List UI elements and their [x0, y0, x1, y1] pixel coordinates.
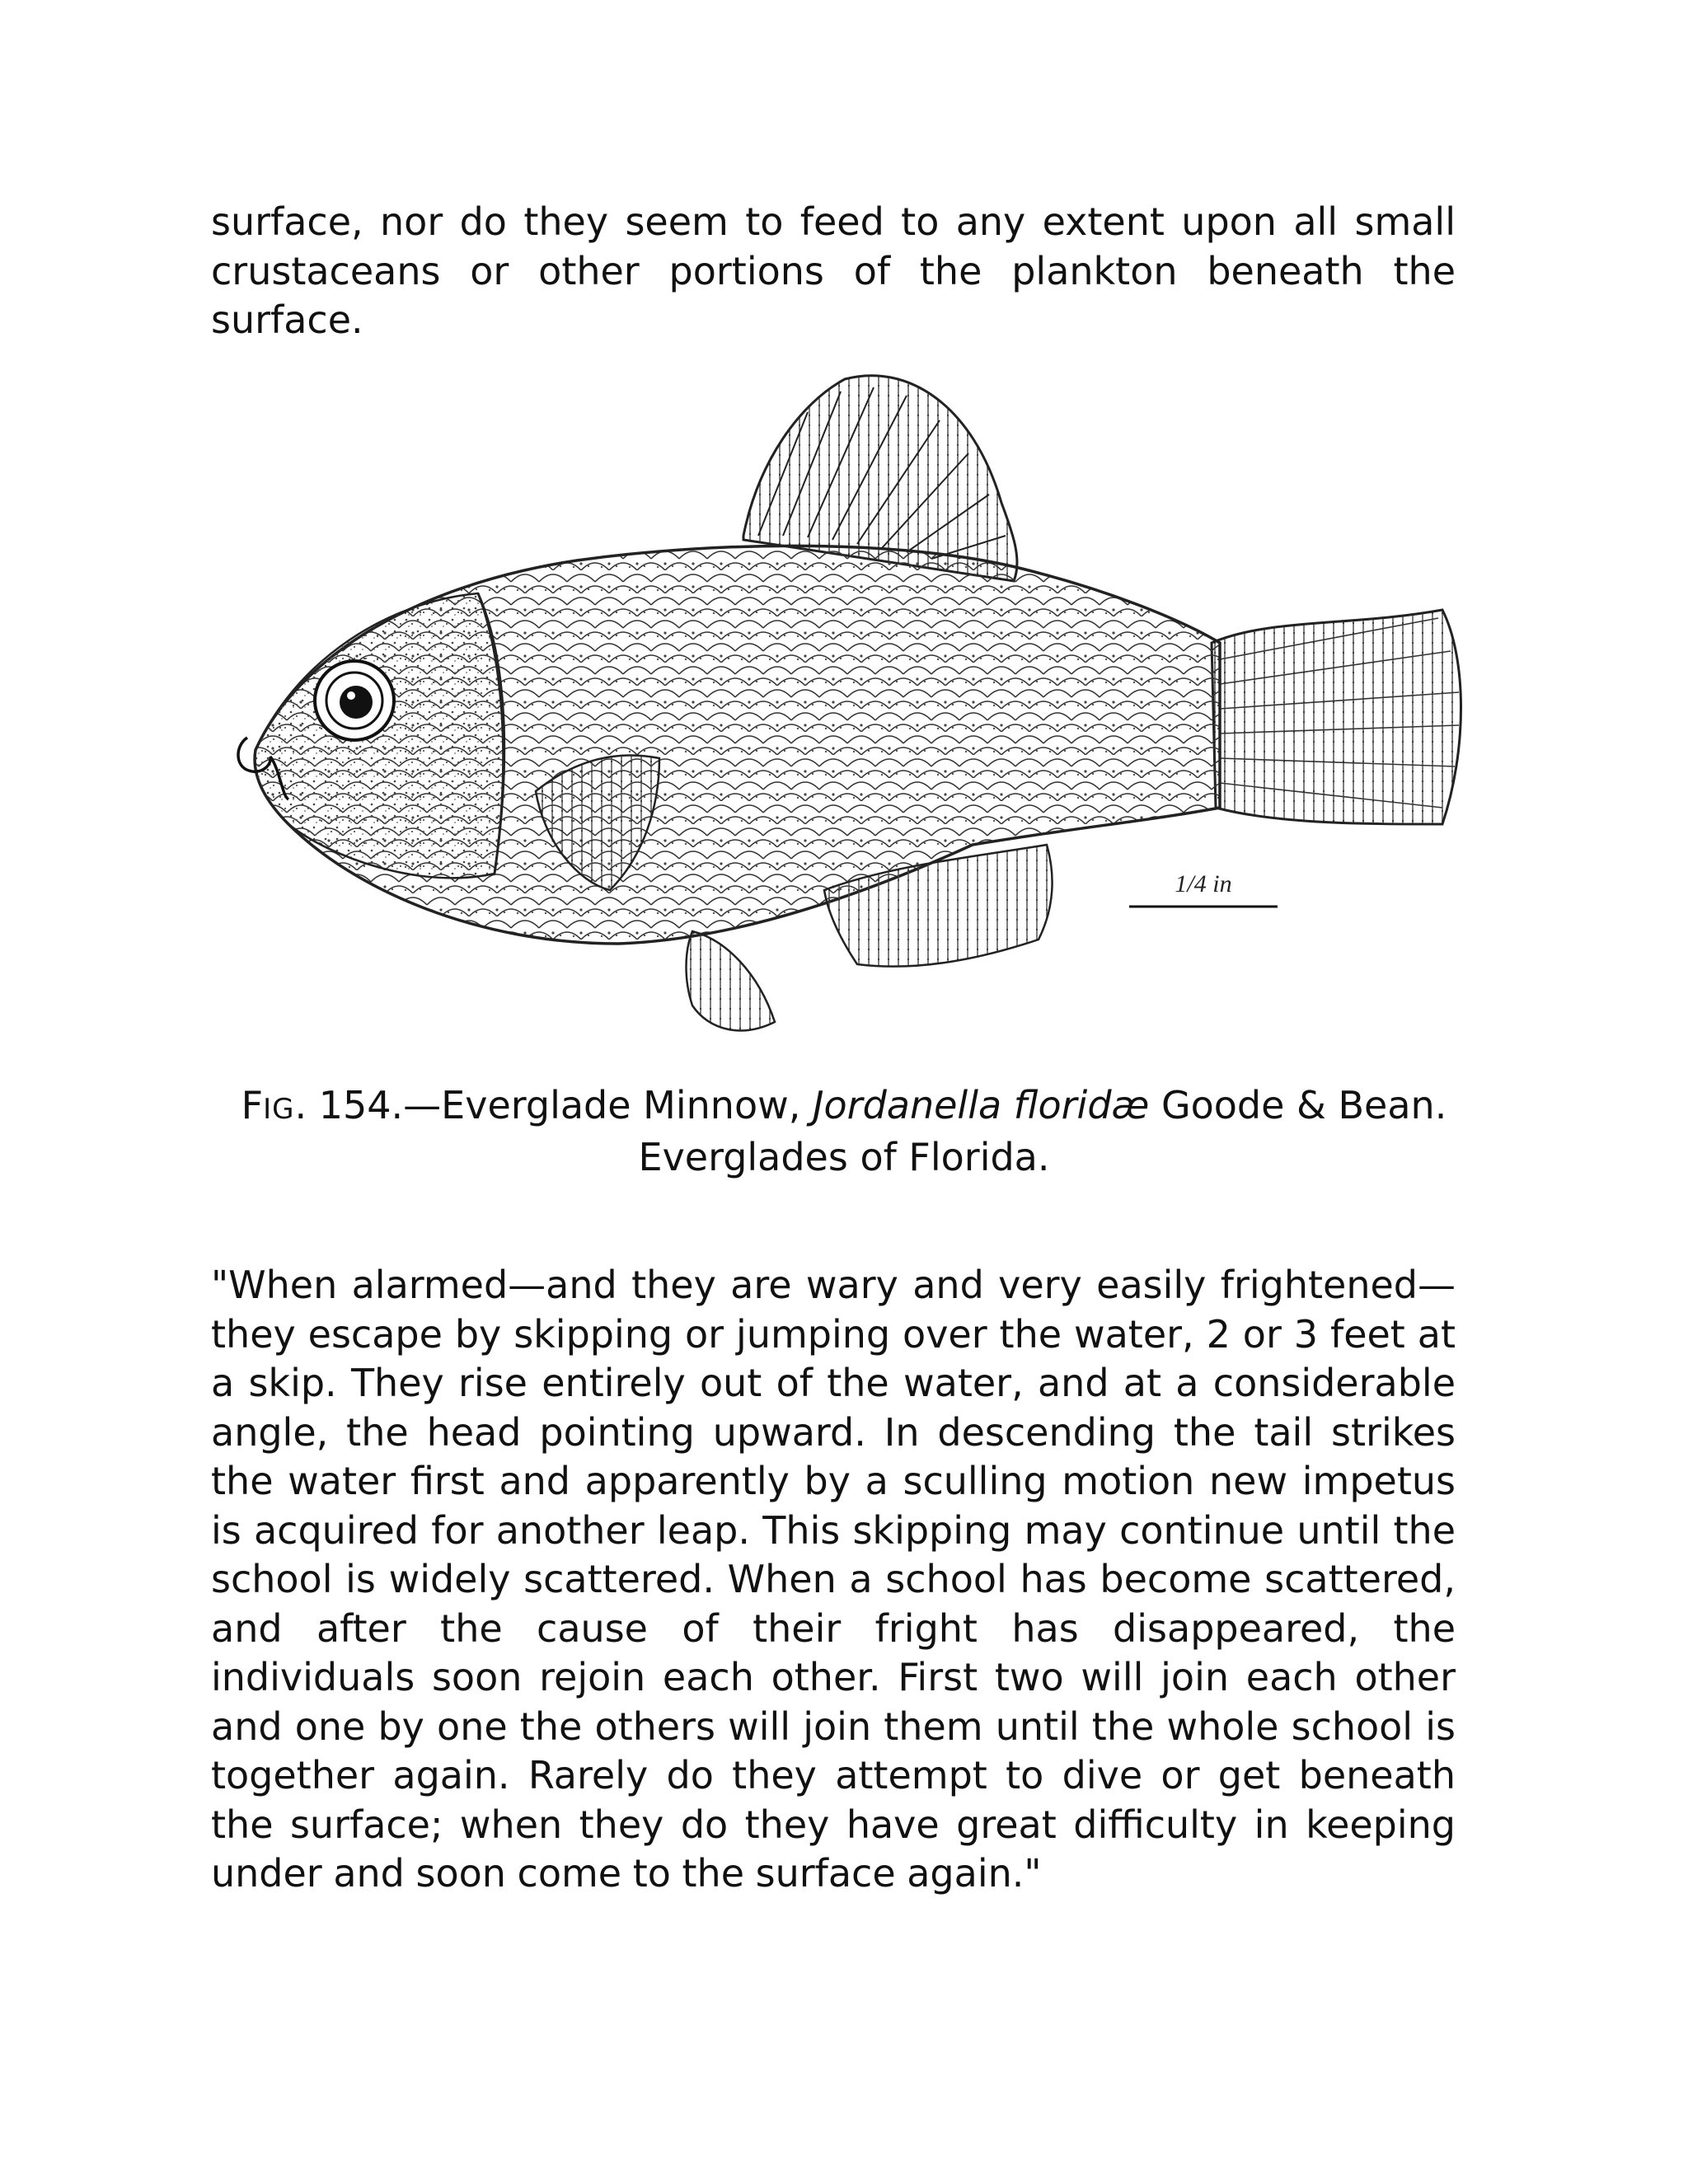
paragraph-quote: "When alarmed—and they are wary and very easily frightened—they escape by skipping or jumping over the water, 2 or 3 feet at a skip. They rise entirely out of the water, and at a considerable angle, the head pointing upward. In descending the tail strikes the water first and apparently by a sculling motion new impetus is acquired for another leap. This skipping may continue until the school is widely scattered. When a school has become scattered, and after the cause of their fright has disappeared, the individuals soon rejoin each other. First two will join each other and one by one the others will join them until the whole school is together again. Rarely do they attempt to dive or get beneath the surface; when they do they have great difficulty in keeping under and soon come to the surface again.": [211, 1263, 1456, 1896]
caption-line-2: Everglades of Florida.: [638, 1135, 1050, 1179]
paragraph-top: surface, nor do they seem to feed to any extent upon all small crustaceans or other portions of the plankton beneath the surface.: [211, 199, 1456, 342]
caption-line-1: FIG. 154.—Everglade Minnow, Jordanella floridæ Goode & Bean.: [241, 1083, 1447, 1127]
scale-bar: [1129, 870, 1278, 907]
caudal-fin: [1212, 610, 1461, 824]
species-name: Jordanella floridæ: [812, 1083, 1150, 1127]
scale-label: 1/4 in: [1175, 870, 1232, 898]
pelvic-fin: [687, 931, 776, 1030]
figure-caption: [165, 1081, 1523, 1181]
fish-eye: [315, 661, 394, 740]
fish-head: [255, 593, 503, 878]
fish-illustration: [231, 363, 1484, 1071]
